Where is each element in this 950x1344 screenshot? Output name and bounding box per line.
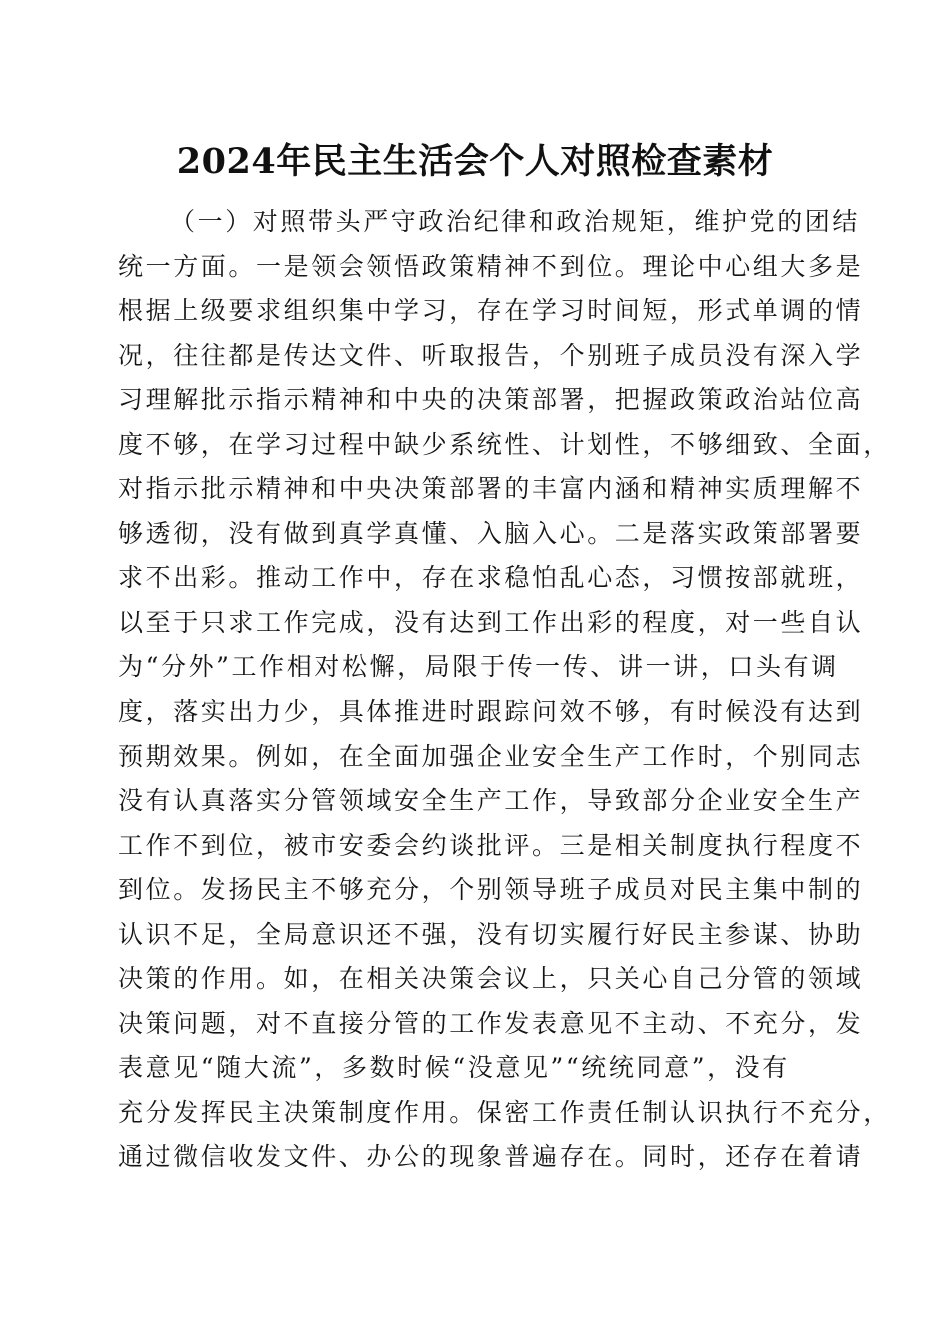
paragraph-line: 求不出彩。推动工作中，存在求稳怕乱心态，习惯按部就班， (118, 563, 864, 593)
document-title: 2024年民主生活会个人对照检查素材 (176, 141, 774, 182)
paragraph-line: 习理解批示指示精神和中央的决策部署，把握政策政治站位高 (118, 385, 864, 415)
paragraph-line: 根据上级要求组织集中学习，存在学习时间短，形式单调的情 (118, 296, 864, 326)
paragraph-line: 到位。发扬民主不够充分，个别领导班子成员对民主集中制的 (118, 875, 864, 905)
document-body (118, 200, 891, 1180)
paragraph-line: 没有认真落实分管领域安全生产工作，导致部分企业安全生产 (118, 786, 864, 816)
paragraph-line: 工作不到位，被市安委会约谈批评。三是相关制度执行程度不 (118, 830, 864, 860)
paragraph-line: 度不够，在学习过程中缺少系统性、计划性，不够细致、全面， (118, 429, 891, 459)
paragraph-line: 为“分外”工作相对松懈，局限于传一传、讲一讲，口头有调 (118, 652, 839, 682)
paragraph-line: 统一方面。一是领会领悟政策精神不到位。理论中心组大多是 (118, 251, 864, 281)
paragraph-line: 对指示批示精神和中央决策部署的丰富内涵和精神实质理解不 (118, 474, 864, 504)
paragraph-line: 况，往往都是传达文件、听取报告，个别班子成员没有深入学 (118, 340, 864, 370)
paragraph-line: 够透彻，没有做到真学真懂、入脑入心。二是落实政策部署要 (118, 518, 864, 548)
paragraph-line: 以至于只求工作完成，没有达到工作出彩的程度，对一些自认 (118, 607, 864, 637)
paragraph-line: 认识不足，全局意识还不强，没有切实履行好民主参谋、协助 (118, 919, 864, 949)
paragraph-line: 度，落实出力少，具体推进时跟踪问效不够，有时候没有达到 (118, 697, 864, 727)
paragraph-line: 预期效果。例如，在全面加强企业安全生产工作时，个别同志 (118, 741, 864, 771)
paragraph-line: 决策问题，对不直接分管的工作发表意见不主动、不充分，发 (118, 1008, 864, 1038)
paragraph-line: 表意见“随大流”，多数时候“没意见”“统统同意”，没有 (118, 1053, 790, 1083)
paragraph-line: 通过微信收发文件、办公的现象普遍存在。同时，还存在着请 (118, 1142, 864, 1172)
paragraph-line: （一）对照带头严守政治纪律和政治规矩，维护党的团结 (170, 207, 861, 236)
paragraph-line: 决策的作用。如，在相关决策会议上，只关心自己分管的领域 (118, 964, 864, 994)
paragraph-line: 充分发挥民主决策制度作用。保密工作责任制认识执行不充分， (118, 1097, 891, 1127)
